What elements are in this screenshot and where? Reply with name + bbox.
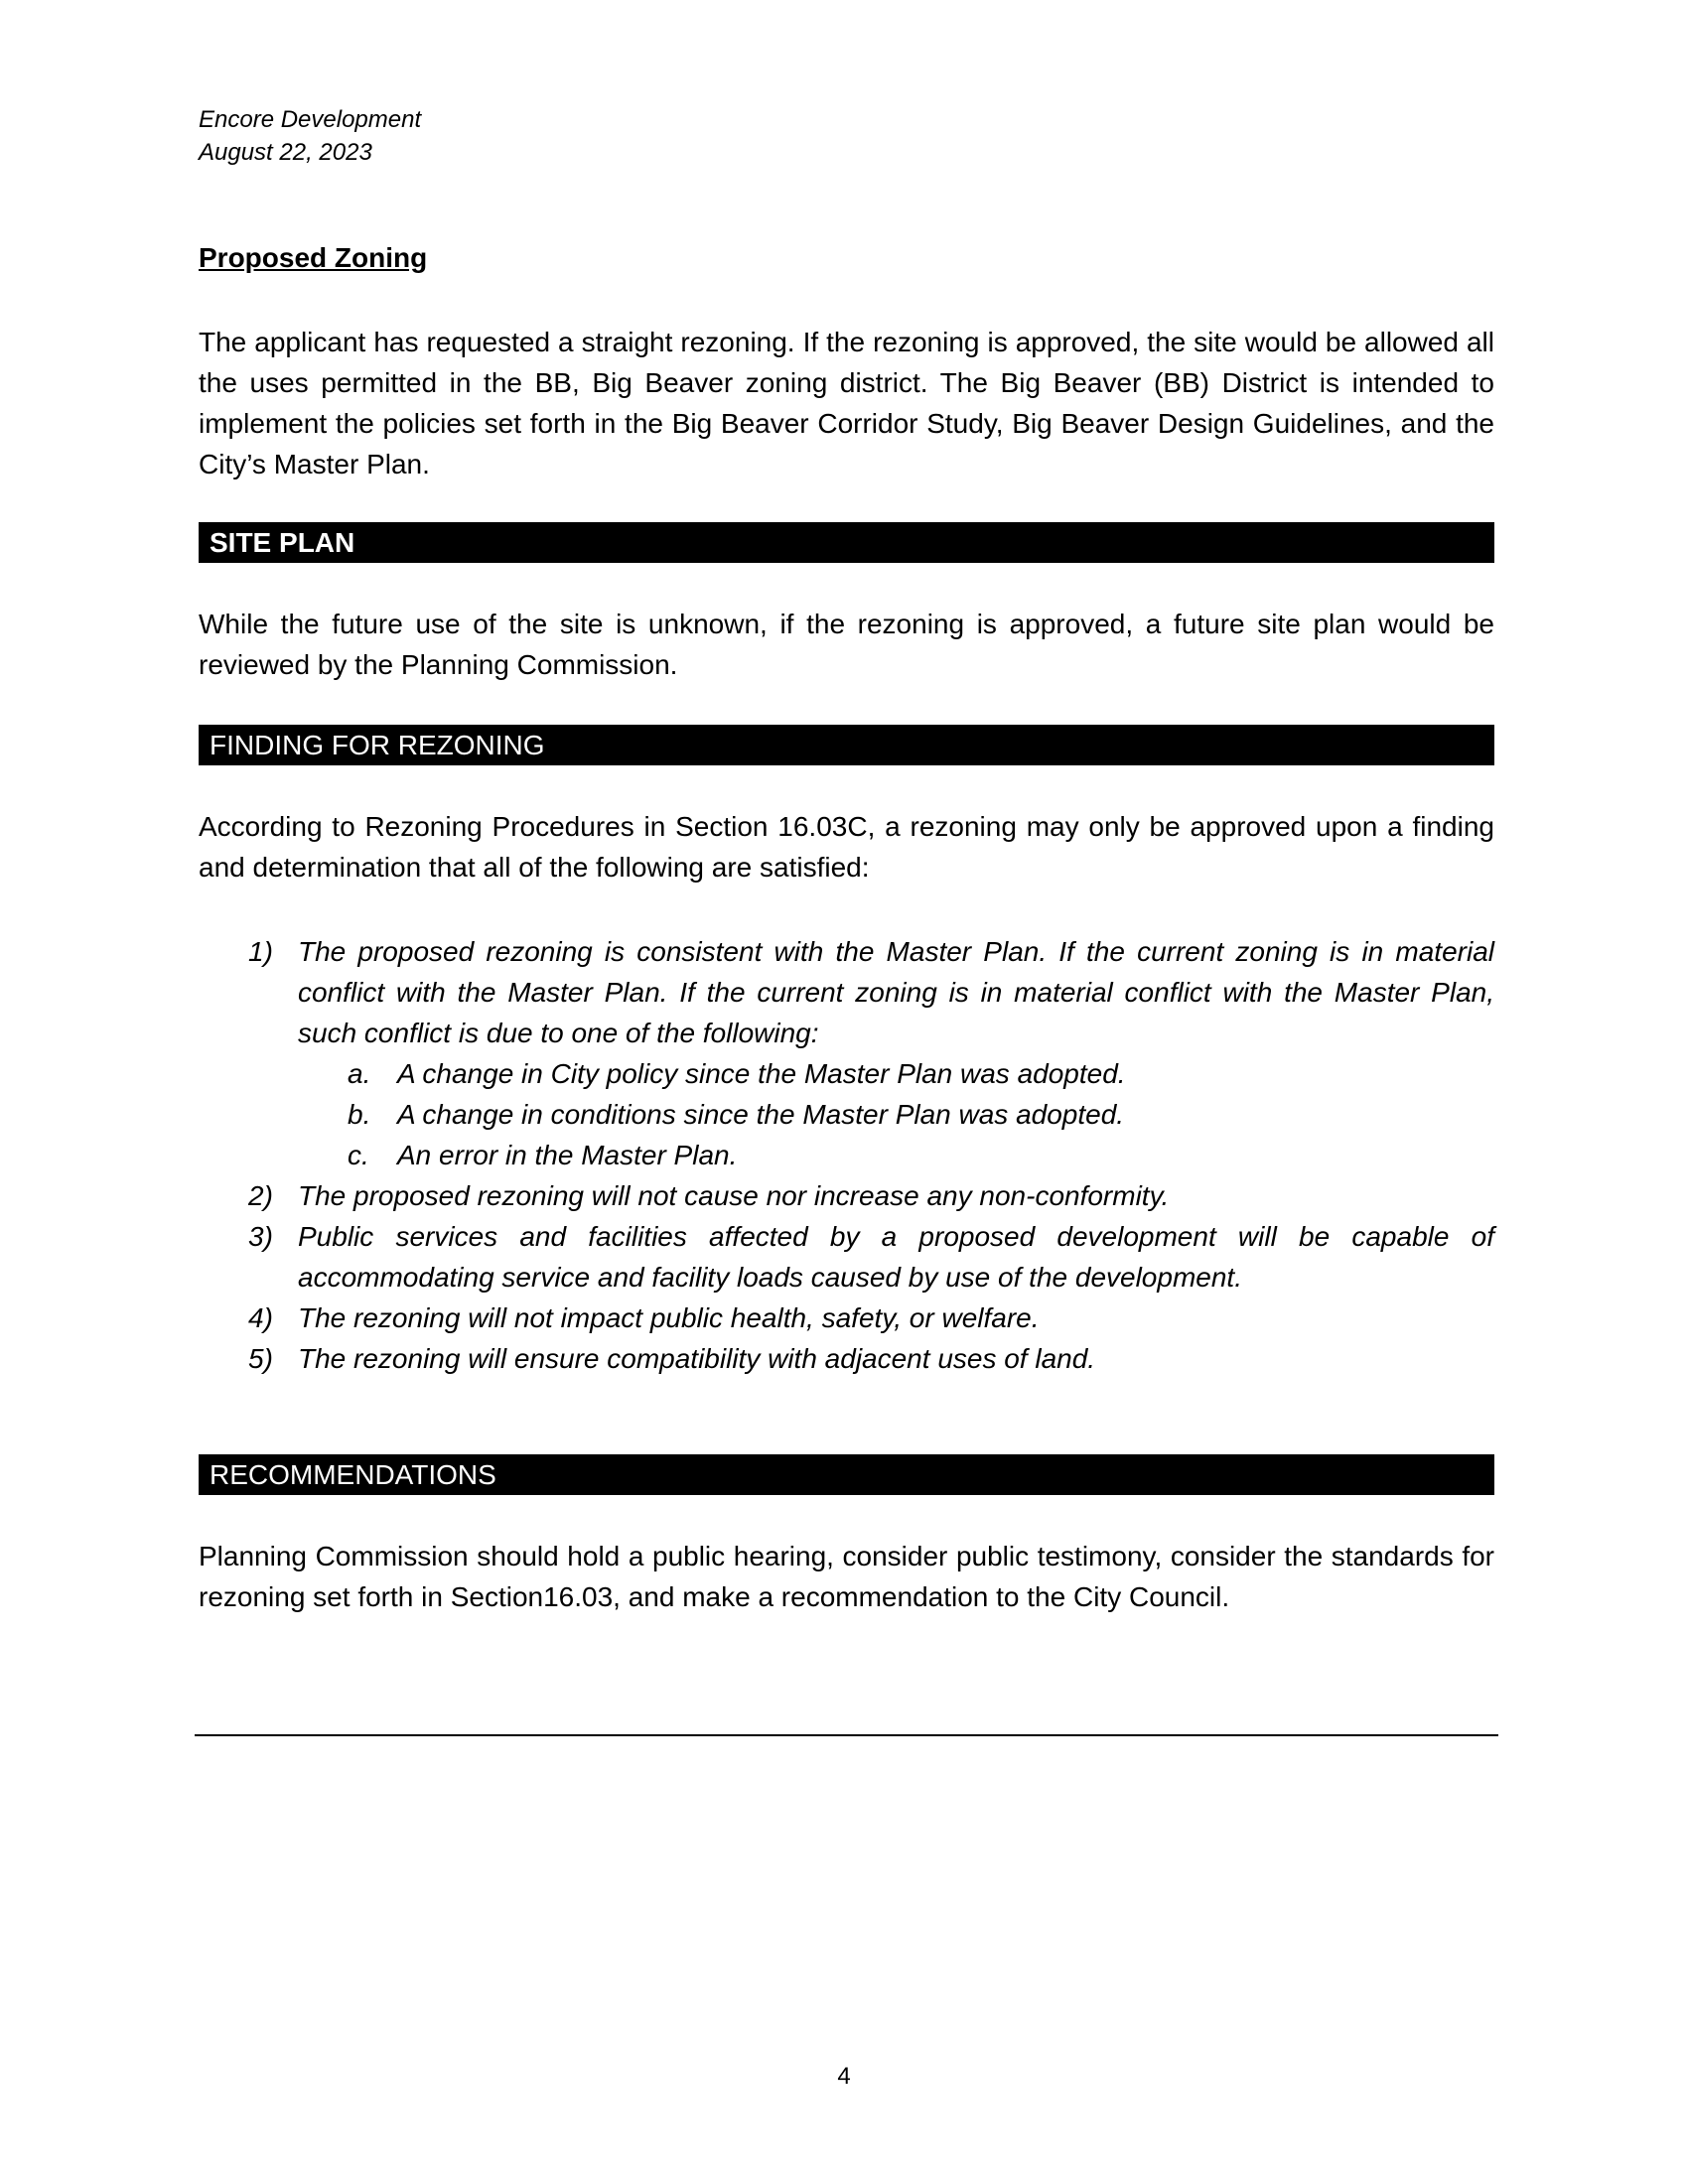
sub-list-item-letter: b. bbox=[348, 1099, 371, 1130]
site-plan-body: While the future use of the site is unknown, if the rezoning is approved, a future site plan would be reviewed by the Planning Commission. bbox=[199, 609, 1494, 680]
sub-list-item-text: A change in conditions since the Master Plan was adopted. bbox=[397, 1099, 1125, 1130]
list-item-text: Public services and facilities affected by a proposed development will be capable of accommodating service and facility loads caused by use of the development. bbox=[298, 1221, 1494, 1293]
finding-body: According to Rezoning Procedures in Section 16.03C, a rezoning may only be approved upon a finding and determination that all of the following are satisfied: bbox=[199, 811, 1494, 883]
list-item bbox=[199, 1175, 1494, 1216]
list-item bbox=[199, 1338, 1494, 1379]
sub-list-item bbox=[199, 1053, 1494, 1094]
list-item bbox=[199, 1216, 1494, 1297]
proposed-zoning-body: The applicant has requested a straight rezoning. If the rezoning is approved, the site would be allowed all the uses permitted in the BB, Big Beaver zoning district. The Big Beaver (BB) District is intended to implement the policies set forth in the Big Beaver Corridor Study, Big Beaver Design Guidelines, and the City’s Master Plan. bbox=[199, 327, 1494, 479]
list-item-text: The rezoning will not impact public health, safety, or welfare. bbox=[298, 1302, 1040, 1333]
list-item bbox=[199, 1297, 1494, 1338]
footer-divider bbox=[195, 1734, 1498, 1736]
sub-list-item-letter: c. bbox=[348, 1140, 369, 1170]
header-date: August 22, 2023 bbox=[199, 139, 372, 166]
page-number: 4 bbox=[837, 2063, 851, 2090]
list-item bbox=[199, 931, 1494, 1053]
sub-list-item-text: A change in City policy since the Master Plan was adopted. bbox=[397, 1058, 1126, 1089]
sub-list-item-letter: a. bbox=[348, 1058, 371, 1089]
sub-list-item-text: An error in the Master Plan. bbox=[397, 1140, 738, 1170]
list-item-text: The proposed rezoning is consistent with the Master Plan. If the current zoning is in material conflict with the Master Plan. If the current zoning is in material conflict with the Master Plan, such conflict is due to one of the following: bbox=[298, 936, 1494, 1048]
header-company: Encore Development bbox=[199, 106, 422, 133]
recommendations-heading: RECOMMENDATIONS bbox=[199, 1454, 1494, 1495]
finding-criteria-list bbox=[199, 931, 1494, 1379]
sub-list-item bbox=[199, 1135, 1494, 1175]
list-item-number: 3) bbox=[248, 1221, 273, 1252]
recommendations-body: Planning Commission should hold a public hearing, consider public testimony, consider the standards for rezoning set forth in Section16.03, and make a recommendation to the City Council. bbox=[199, 1541, 1494, 1612]
finding-heading: FINDING FOR REZONING bbox=[199, 725, 1494, 765]
list-item-number: 1) bbox=[248, 936, 273, 967]
proposed-zoning-title: Proposed Zoning bbox=[199, 242, 428, 273]
list-item-number: 5) bbox=[248, 1343, 273, 1374]
list-item-text: The proposed rezoning will not cause nor increase any non-conformity. bbox=[298, 1180, 1170, 1211]
site-plan-heading: SITE PLAN bbox=[199, 522, 1494, 563]
list-item-number: 2) bbox=[248, 1180, 273, 1211]
list-item-text: The rezoning will ensure compatibility with adjacent uses of land. bbox=[298, 1343, 1096, 1374]
sub-list-item bbox=[199, 1094, 1494, 1135]
list-item-number: 4) bbox=[248, 1302, 273, 1333]
document-header bbox=[199, 103, 421, 169]
